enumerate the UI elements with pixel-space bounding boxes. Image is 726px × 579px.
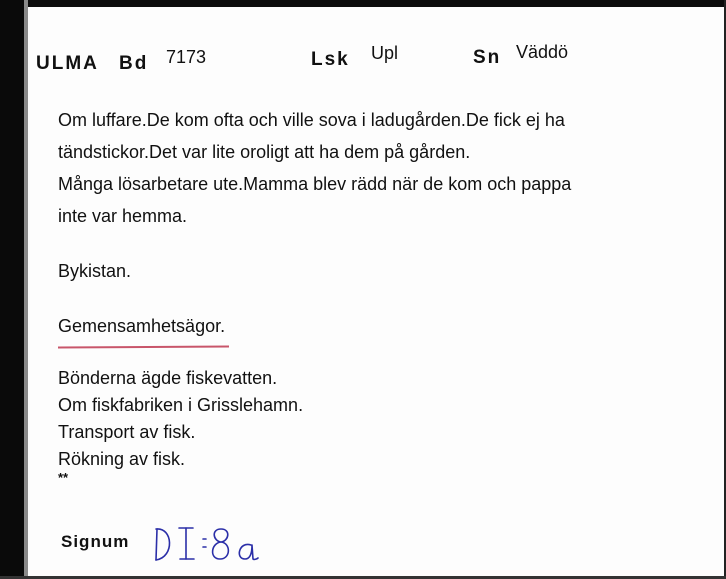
section-heading-line bbox=[58, 310, 708, 342]
stars-mark: ** bbox=[58, 470, 69, 485]
section-heading: Gemensamhetsägor. bbox=[58, 310, 225, 342]
bd-value: 7173 bbox=[166, 47, 207, 67]
sn-value: Väddö bbox=[516, 42, 569, 62]
bd-label: Bd bbox=[119, 53, 149, 74]
list-item: Om fiskfabriken i Grisslehamn. bbox=[58, 395, 304, 415]
list-item: Bönderna ägde fiskevatten. bbox=[58, 368, 278, 388]
signum-handwritten-value bbox=[151, 519, 271, 565]
body-line: inte var hemma. bbox=[58, 206, 188, 226]
list-item: Transport av fisk. bbox=[58, 422, 196, 442]
scan-edge-left-shadow bbox=[24, 0, 28, 579]
bykistan-line: Bykistan. bbox=[58, 261, 132, 281]
body-line: tändstickor.Det var lite oroligt att ha dem på gården. bbox=[58, 142, 471, 162]
body-line: Om luffare.De kom ofta och ville sova i ladugården.De fick ej ha bbox=[58, 110, 565, 130]
scan-edge-top bbox=[0, 0, 726, 7]
card-body bbox=[58, 104, 708, 487]
lsk-label: Lsk bbox=[311, 49, 350, 70]
list-item: Rökning av fisk. bbox=[58, 449, 186, 469]
ulma-label: ULMA bbox=[36, 53, 99, 74]
body-line: Många lösarbetare ute.Mamma blev rädd när de kom och pappa bbox=[58, 174, 572, 194]
scan-edge-left bbox=[0, 0, 24, 579]
lsk-value: Upl bbox=[371, 43, 399, 63]
sn-label: Sn bbox=[473, 47, 502, 68]
signum-label: Signum bbox=[61, 532, 130, 551]
